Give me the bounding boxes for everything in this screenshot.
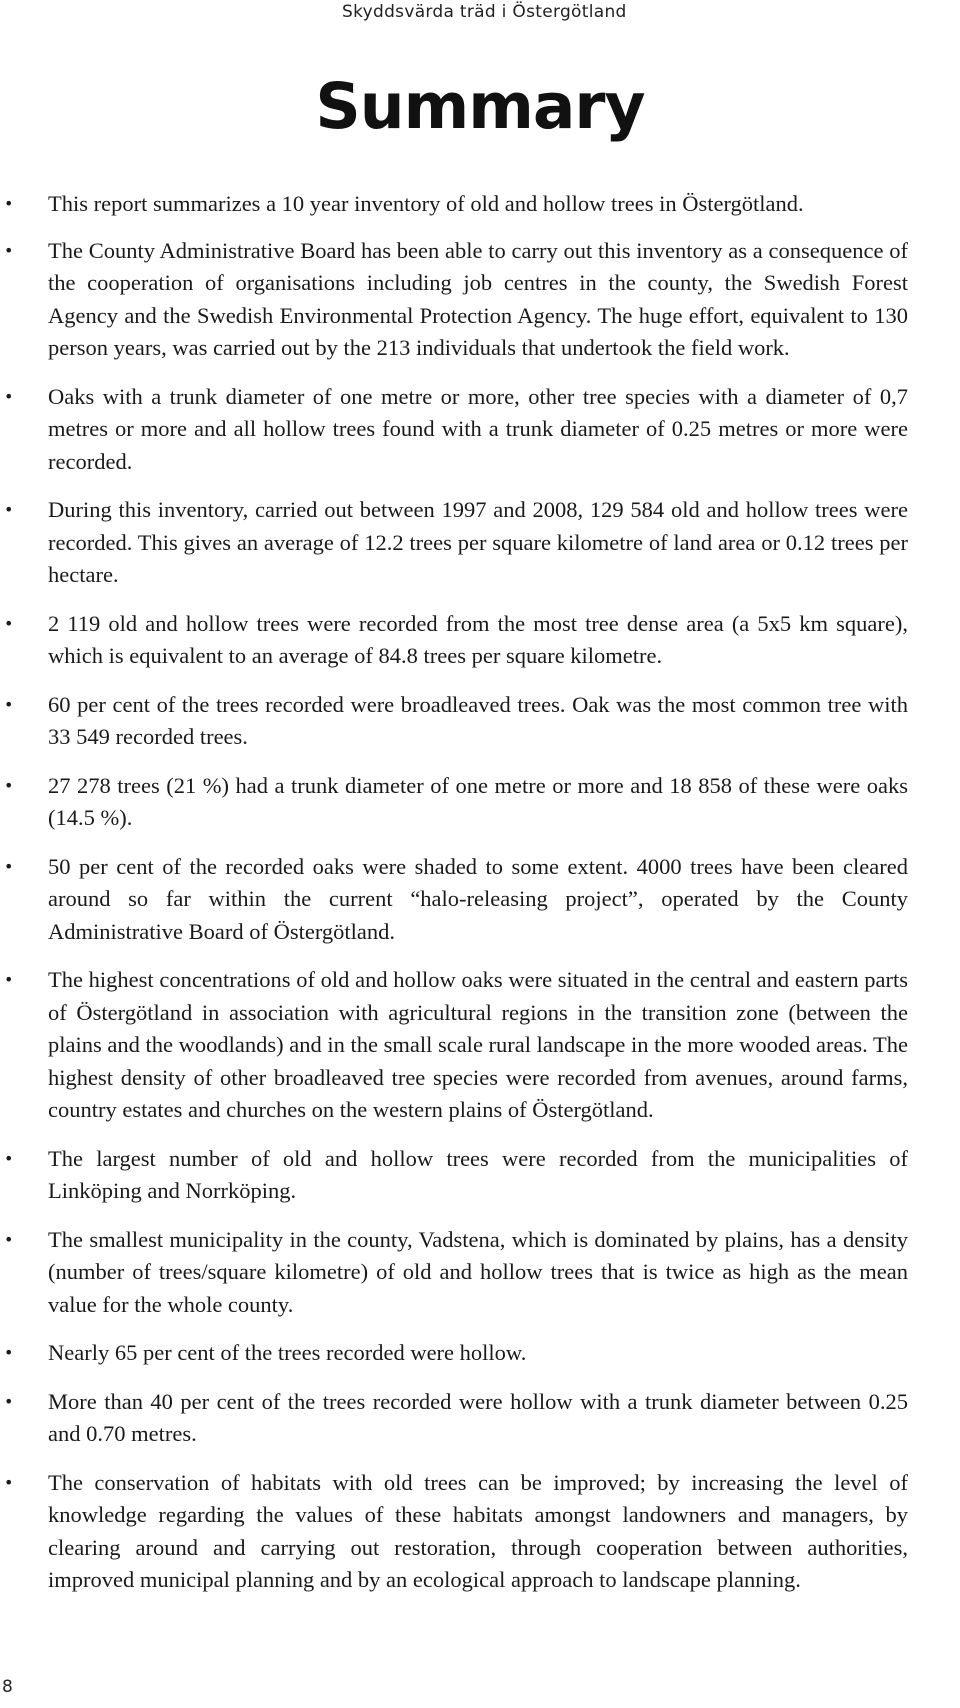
page-title: Summary [315, 70, 645, 143]
summary-bullet [0, 1467, 908, 1597]
summary-bullet [0, 235, 908, 365]
summary-bullet [0, 770, 908, 835]
bullet-marker: • [4, 775, 14, 795]
summary-bullet [0, 1386, 908, 1451]
summary-bullet [0, 1337, 908, 1370]
bullet-marker: • [4, 613, 14, 633]
bullet-text: The largest number of old and hollow trees were recorded from the municipalities of Linköping and Norrköping. [48, 1145, 908, 1203]
bullet-marker: • [4, 1391, 14, 1411]
bullet-marker: • [4, 1148, 14, 1168]
bullet-marker: • [4, 1472, 14, 1492]
bullet-text: Nearly 65 per cent of the trees recorded were hollow. [48, 1340, 527, 1365]
page-number: 8 [2, 1677, 13, 1697]
bullet-text: 2 119 old and hollow trees were recorded from the most tree dense area (a 5x5 km square), which is equivalent to an average of 84.8 trees per square kilometre. [48, 610, 908, 668]
bullet-marker: • [4, 694, 14, 714]
bullet-marker: • [4, 240, 14, 260]
running-header: Skyddsvärda träd i Östergötland [342, 2, 627, 22]
summary-bullet [0, 1224, 908, 1322]
bullet-text: The highest concentrations of old and hollow oaks were situated in the central and eastern parts of Östergötland in association with agricultural regions in the transition zone (between the plains and the woodlands) and in the small scale rural landscape in the more wooded areas. The highest density of other broadleaved tree species were recorded from avenues, around farms, country estates and churches on the western plains of Östergötland. [48, 967, 908, 1122]
bullet-text: 60 per cent of the trees recorded were broadleaved trees. Oak was the most common tree with 33 549 recorded trees. [48, 691, 908, 749]
bullet-marker: • [4, 386, 14, 406]
bullet-text: The conservation of habitats with old trees can be improved; by increasing the level of knowledge regarding the values of these habitats amongst landowners and managers, by clearing around and carrying out restoration, through cooperation between authorities, improved municipal planning and by an ecological approach to landscape planning. [48, 1469, 908, 1592]
bullet-text: 50 per cent of the recorded oaks were shaded to some extent. 4000 trees have been cleared around so far within the current “halo-releasing project”, operated by the County Administrative Board of Östergötland. [48, 853, 908, 944]
bullet-text: During this inventory, carried out between 1997 and 2008, 129 584 old and hollow trees were recorded. This gives an average of 12.2 trees per square kilometre of land area or 0.12 trees per hectare. [48, 497, 908, 587]
summary-bullet [0, 188, 908, 221]
bullet-marker: • [4, 970, 14, 989]
bullet-text: Oaks with a trunk diameter of one metre or more, other tree species with a diameter of 0,7 metres or more and all hollow trees found with a trunk diameter of 0.25 metres or more were recorded. [48, 383, 908, 474]
summary-bullet [0, 1143, 908, 1208]
bullet-marker: • [4, 856, 14, 876]
summary-bullet [0, 381, 908, 479]
bullet-text: 27 278 trees (21 %) had a trunk diameter of one metre or more and 18 858 of these were oaks (14.5 %). [48, 772, 908, 830]
bullet-marker: • [4, 1343, 14, 1362]
bullet-marker: • [4, 194, 14, 213]
summary-bullet [0, 851, 908, 949]
bullet-text: The County Administrative Board has been able to carry out this inventory as a consequence of the cooperation of organisations including job centres in the county, the Swedish Forest Agency and the Swedish Environmental Protection Agency. The huge effort, equivalent to 130 person years, was carried out by the 213 individuals that undertook the field work. [48, 237, 908, 360]
summary-bullet [0, 494, 908, 592]
summary-bullet [0, 608, 908, 673]
bullet-marker: • [4, 1229, 14, 1249]
summary-bullet-list [0, 188, 960, 1613]
bullet-text: The smallest municipality in the county, Vadstena, which is dominated by plains, has a density (number of trees/square kilometre) of old and hollow trees that is twice as high as the mean value for the whole county. [48, 1226, 908, 1317]
summary-bullet [0, 689, 908, 754]
summary-bullet [0, 964, 908, 1127]
bullet-text: More than 40 per cent of the trees recorded were hollow with a trunk diameter between 0.25 and 0.70 metres. [48, 1388, 908, 1446]
bullet-text: This report summarizes a 10 year inventory of old and hollow trees in Östergötland. [48, 191, 804, 216]
bullet-marker: • [4, 500, 14, 519]
